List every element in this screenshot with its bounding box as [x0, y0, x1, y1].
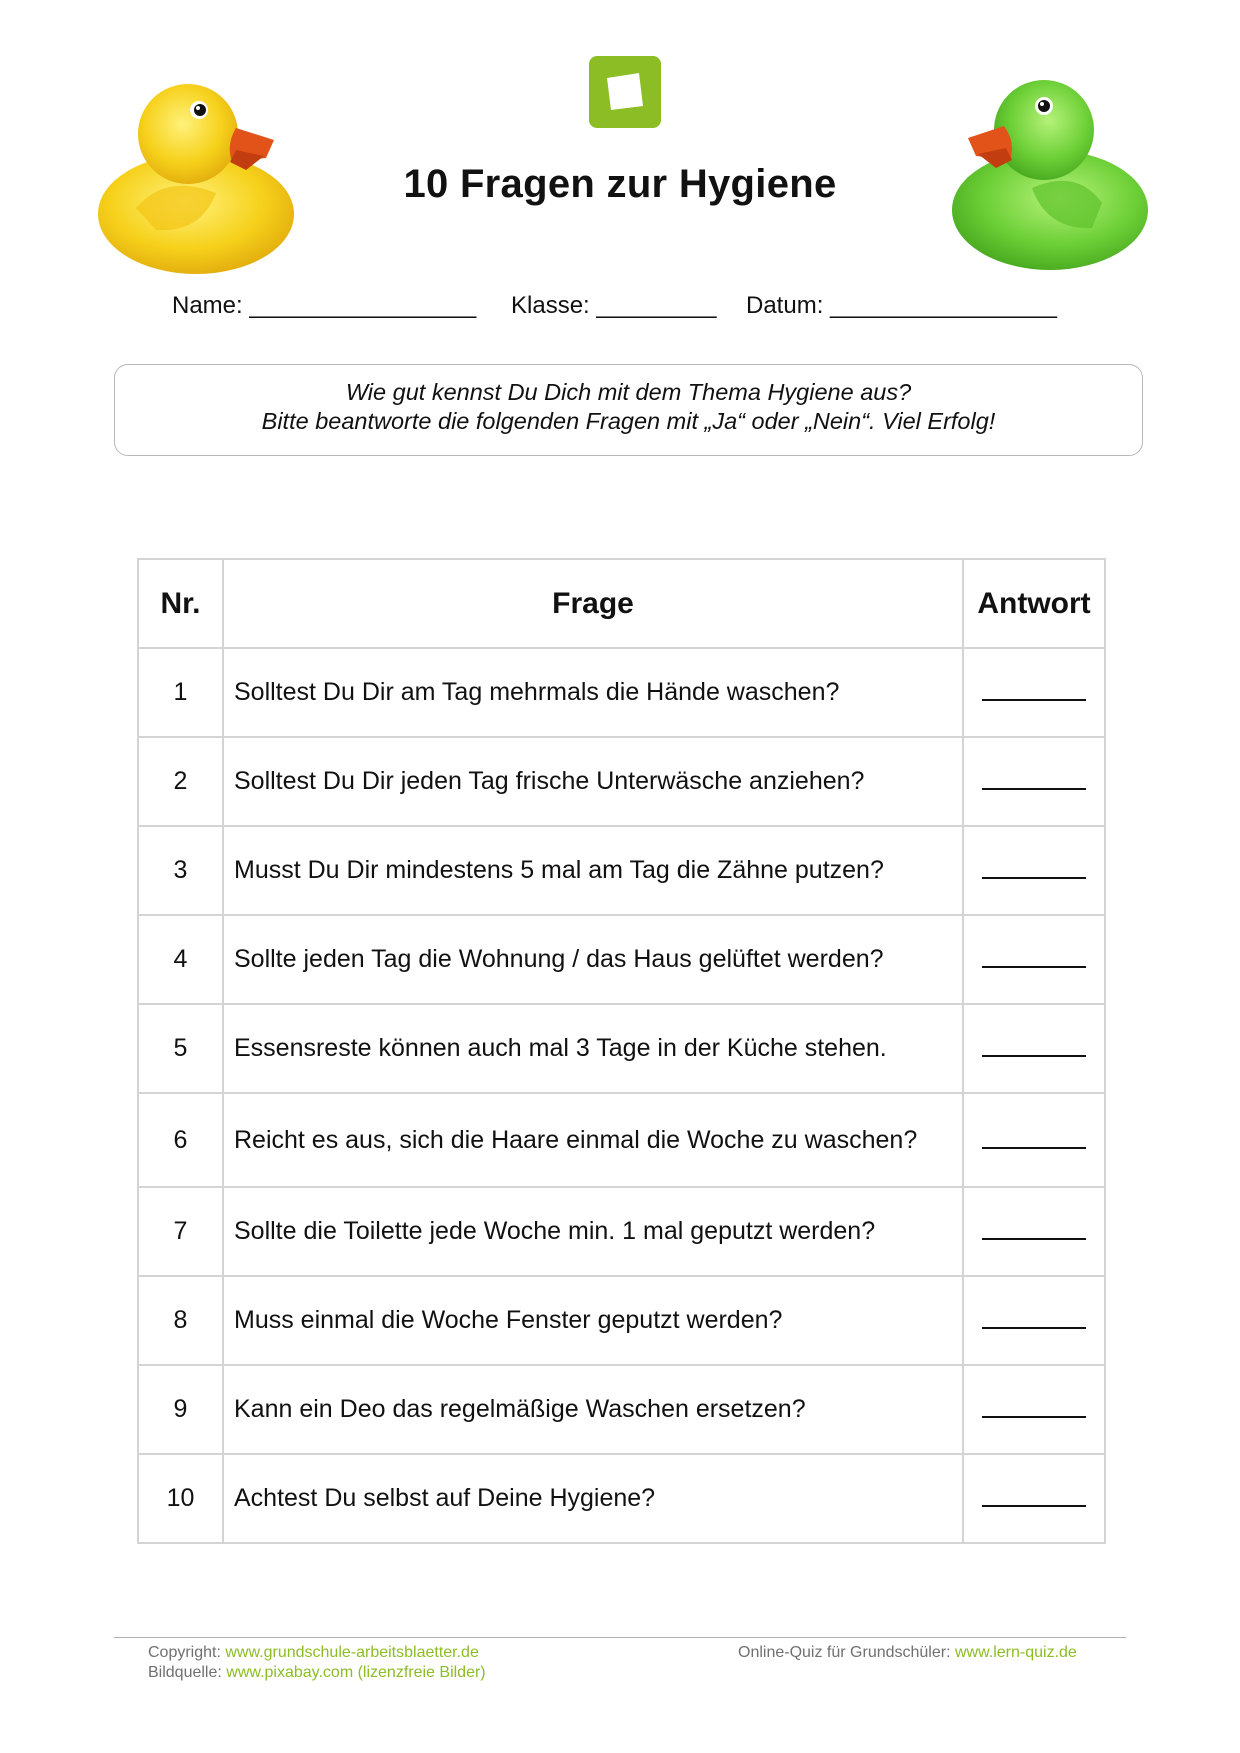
- footer-divider: [114, 1637, 1126, 1638]
- quiz-link[interactable]: www.lern-quiz.de: [954, 1644, 1077, 1661]
- row-question: Muss einmal die Woche Fenster geputzt werden?: [223, 1276, 963, 1365]
- row-question: Essensreste können auch mal 3 Tage in der Küche stehen.: [223, 1004, 963, 1093]
- row-question: Reicht es aus, sich die Haare einmal die Woche zu waschen?: [223, 1093, 963, 1187]
- answer-blank[interactable]: [963, 1093, 1105, 1187]
- row-number: 1: [138, 648, 223, 737]
- header-frage: Frage: [223, 559, 963, 648]
- row-question: Musst Du Dir mindestens 5 mal am Tag die Zähne putzen?: [223, 826, 963, 915]
- datum-field[interactable]: Datum: _________________: [746, 292, 1057, 319]
- table-row: [138, 1004, 1105, 1093]
- row-question: Kann ein Deo das regelmäßige Waschen ersetzen?: [223, 1365, 963, 1454]
- intro-line-2: Bitte beantworte die folgenden Fragen mit „Ja“ oder „Nein“. Viel Erfolg!: [261, 408, 996, 434]
- footer-bildquelle: [148, 1663, 486, 1683]
- row-question: Solltest Du Dir am Tag mehrmals die Hände waschen?: [223, 648, 963, 737]
- table-row: [138, 1365, 1105, 1454]
- row-question: Sollte die Toilette jede Woche min. 1 mal geputzt werden?: [223, 1187, 963, 1276]
- quiz-table: [137, 558, 1106, 1544]
- answer-blank[interactable]: [963, 1276, 1105, 1365]
- answer-blank[interactable]: [963, 648, 1105, 737]
- answer-blank[interactable]: [963, 1365, 1105, 1454]
- table-row: [138, 915, 1105, 1004]
- row-number: 2: [138, 737, 223, 826]
- table-header-row: [138, 559, 1105, 648]
- answer-blank[interactable]: [963, 915, 1105, 1004]
- copyright-link[interactable]: www.grundschule-arbeitsblaetter.de: [225, 1644, 479, 1661]
- table-row: [138, 648, 1105, 737]
- row-question: Solltest Du Dir jeden Tag frische Unterwäsche anziehen?: [223, 737, 963, 826]
- footer-quiz: [738, 1643, 1077, 1663]
- table-row: [138, 1093, 1105, 1187]
- row-number: 8: [138, 1276, 223, 1365]
- row-number: 6: [138, 1093, 223, 1187]
- row-question: Sollte jeden Tag die Wohnung / das Haus gelüftet werden?: [223, 915, 963, 1004]
- intro-line-1: Wie gut kennst Du Dich mit dem Thema Hygiene aus?: [345, 379, 912, 405]
- row-question: Achtest Du selbst auf Deine Hygiene?: [223, 1454, 963, 1543]
- row-number: 9: [138, 1365, 223, 1454]
- row-number: 10: [138, 1454, 223, 1543]
- row-number: 7: [138, 1187, 223, 1276]
- page-title: 10 Fragen zur Hygiene: [403, 162, 837, 206]
- answer-blank[interactable]: [963, 737, 1105, 826]
- intro-box: [114, 364, 1143, 456]
- footer-copyright: [148, 1643, 479, 1663]
- row-number: 4: [138, 915, 223, 1004]
- table-row: [138, 1187, 1105, 1276]
- header-nr: Nr.: [138, 559, 223, 648]
- bildquelle-link[interactable]: www.pixabay.com (lizenzfreie Bilder): [226, 1664, 486, 1681]
- klasse-field[interactable]: Klasse: _________: [511, 292, 717, 319]
- green-square-logo-icon: [589, 56, 661, 128]
- answer-blank[interactable]: [963, 826, 1105, 915]
- row-number: 3: [138, 826, 223, 915]
- table-row: [138, 1454, 1105, 1543]
- table-row: [138, 826, 1105, 915]
- table-row: [138, 737, 1105, 826]
- answer-blank[interactable]: [963, 1187, 1105, 1276]
- bildquelle-label: Bildquelle:: [148, 1664, 227, 1681]
- header-antwort: Antwort: [963, 559, 1105, 648]
- quiz-label: Online-Quiz für Grundschüler:: [738, 1644, 955, 1661]
- row-number: 5: [138, 1004, 223, 1093]
- copyright-label: Copyright:: [148, 1644, 226, 1661]
- answer-blank[interactable]: [963, 1454, 1105, 1543]
- table-row: [138, 1276, 1105, 1365]
- name-field[interactable]: Name: _________________: [172, 292, 477, 319]
- answer-blank[interactable]: [963, 1004, 1105, 1093]
